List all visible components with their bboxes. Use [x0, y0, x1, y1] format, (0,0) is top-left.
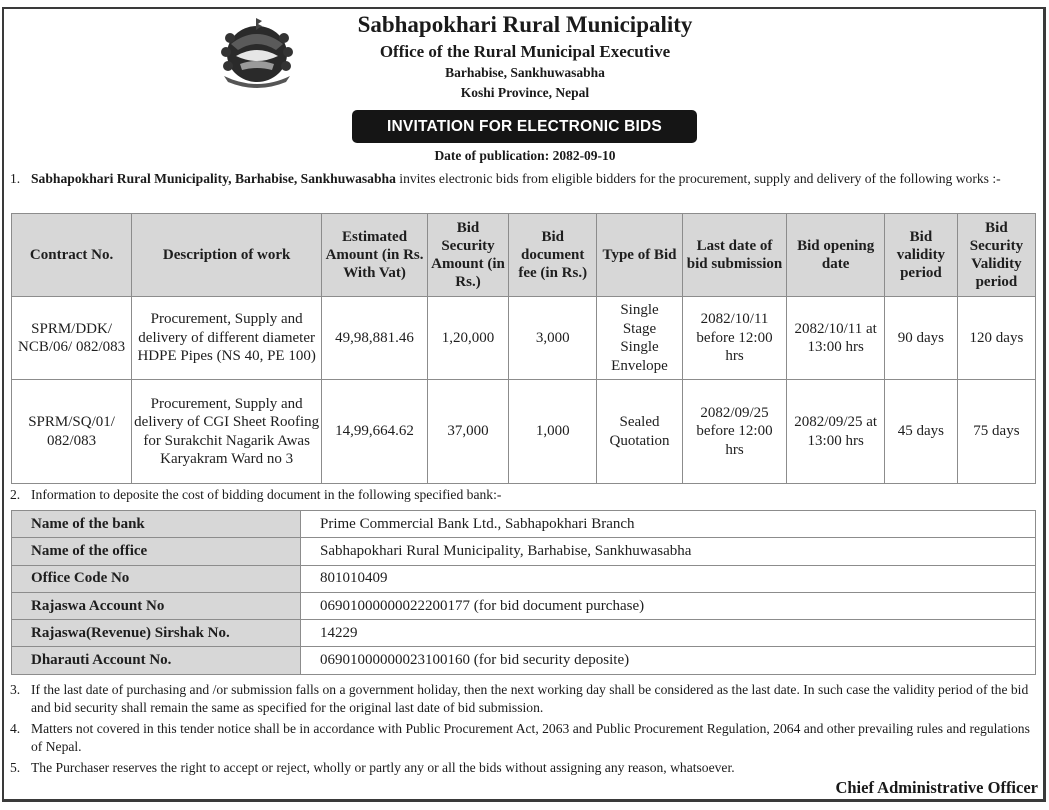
contract-no: SPRM/DDK/ NCB/06/ 082/083 — [12, 297, 132, 380]
invitee-name: Sabhapokhari Rural Municipality, Barhabise, Sankhuwasabha — [31, 171, 396, 186]
table-row — [12, 620, 1036, 647]
col-doc-fee: Bid document fee (in Rs.) — [509, 214, 597, 297]
bank-label: Name of the bank — [12, 511, 301, 538]
bid-security: 1,20,000 — [427, 297, 508, 380]
doc-fee: 3,000 — [509, 297, 597, 380]
description: Procurement, Supply and delivery of different diameter HDPE Pipes (NS 40, PE 100) — [132, 297, 322, 380]
dharauti-account-label: Dharauti Account No. — [12, 647, 301, 674]
paragraph-4 — [10, 720, 1040, 756]
paragraph-number: 3. — [10, 682, 21, 697]
paragraph-3 — [10, 681, 1040, 717]
address-line-1: Barhabise, Sankhuwasabha — [445, 65, 605, 80]
table-header-row — [12, 214, 1036, 297]
table-row — [12, 647, 1036, 674]
office-value: Sabhapokhari Rural Municipality, Barhabise, Sankhuwasabha — [301, 538, 1036, 565]
validity: 45 days — [884, 380, 957, 484]
opening-date: 2082/10/11 at 13:00 hrs — [787, 297, 885, 380]
nepal-emblem-icon — [216, 14, 298, 90]
col-bid-type: Type of Bid — [597, 214, 682, 297]
last-date: 2082/10/11 before 12:00 hrs — [682, 297, 787, 380]
sirshak-value: 14229 — [301, 620, 1036, 647]
publication-date: Date of publication: 2082-09-10 — [434, 148, 616, 163]
office-code-value: 801010409 — [301, 565, 1036, 592]
rajaswa-account-value: 06901000000022200177 (for bid document purchase) — [301, 592, 1036, 619]
bid-security: 37,000 — [427, 380, 508, 484]
opening-date: 2082/09/25 at 13:00 hrs — [787, 380, 885, 484]
paragraph-text: Matters not covered in this tender notice shall be in accordance with Public Procurement Act, 2063 and Public Procurement Regulation, 2064 and other prevailing rules and regulations of Nepal. — [31, 721, 1030, 754]
bid-type: Sealed Quotation — [597, 380, 682, 484]
table-row — [12, 297, 1036, 380]
paragraph-1 — [10, 170, 1040, 188]
paragraph-text: The Purchaser reserves the right to accept or reject, wholly or partly any or all the bids without assigning any reason, whatsoever. — [31, 760, 735, 775]
paragraph-text: Information to deposite the cost of bidding document in the following specified bank:- — [31, 487, 502, 502]
col-last-date: Last date of bid submission — [682, 214, 787, 297]
paragraph-text: If the last date of purchasing and /or submission falls on a government holiday, then the next working day shall be considered as the last date. In such case the validity period of the bid and bid security shall remain the same as specified for the original last date of bid submission. — [31, 682, 1029, 715]
paragraph-5 — [10, 759, 1040, 777]
table-row — [12, 592, 1036, 619]
table-row — [12, 565, 1036, 592]
sirshak-label: Rajaswa(Revenue) Sirshak No. — [12, 620, 301, 647]
bid-type: Single Stage Single Envelope — [597, 297, 682, 380]
office-subtitle: Office of the Rural Municipal Executive — [379, 42, 671, 61]
dharauti-account-value: 06901000000023100160 (for bid security deposite) — [301, 647, 1036, 674]
col-validity: Bid validity period — [884, 214, 957, 297]
col-contract-no: Contract No. — [12, 214, 132, 297]
paragraph-number: 1. — [10, 171, 21, 186]
contracts-table — [11, 213, 1036, 484]
bank-value: Prime Commercial Bank Ltd., Sabhapokhari Branch — [301, 511, 1036, 538]
doc-fee: 1,000 — [509, 380, 597, 484]
contract-no: SPRM/SQ/01/ 082/083 — [12, 380, 132, 484]
validity: 90 days — [884, 297, 957, 380]
office-code-label: Office Code No — [12, 565, 301, 592]
estimated-amount: 49,98,881.46 — [322, 297, 428, 380]
bank-details-table — [11, 510, 1036, 675]
estimated-amount: 14,99,664.62 — [322, 380, 428, 484]
paragraph-number: 4. — [10, 721, 21, 736]
paragraph-text: invites electronic bids from eligible bidders for the procurement, supply and delivery of the following works :- — [395, 171, 1001, 186]
notice-banner: INVITATION FOR ELECTRONIC BIDS — [352, 110, 697, 143]
col-security-validity: Bid Security Validity period — [957, 214, 1035, 297]
col-bid-security: Bid Security Amount (in Rs.) — [427, 214, 508, 297]
paragraph-number: 2. — [10, 487, 21, 502]
col-opening-date: Bid opening date — [787, 214, 885, 297]
municipality-title: Sabhapokhari Rural Municipality — [357, 12, 693, 37]
signatory-title: Chief Administrative Officer — [835, 778, 1038, 797]
table-row — [12, 538, 1036, 565]
security-validity: 75 days — [957, 380, 1035, 484]
description: Procurement, Supply and delivery of CGI Sheet Roofing for Surakchit Nagarik Awas Karyakram Ward no 3 — [132, 380, 322, 484]
address-line-2: Koshi Province, Nepal — [460, 85, 590, 100]
table-row — [12, 511, 1036, 538]
col-description: Description of work — [132, 214, 322, 297]
table-row — [12, 380, 1036, 484]
col-estimated-amount: Estimated Amount (in Rs. With Vat) — [322, 214, 428, 297]
rajaswa-account-label: Rajaswa Account No — [12, 592, 301, 619]
last-date: 2082/09/25 before 12:00 hrs — [682, 380, 787, 484]
paragraph-number: 5. — [10, 760, 21, 775]
paragraph-2 — [10, 486, 1040, 504]
security-validity: 120 days — [957, 297, 1035, 380]
office-label: Name of the office — [12, 538, 301, 565]
